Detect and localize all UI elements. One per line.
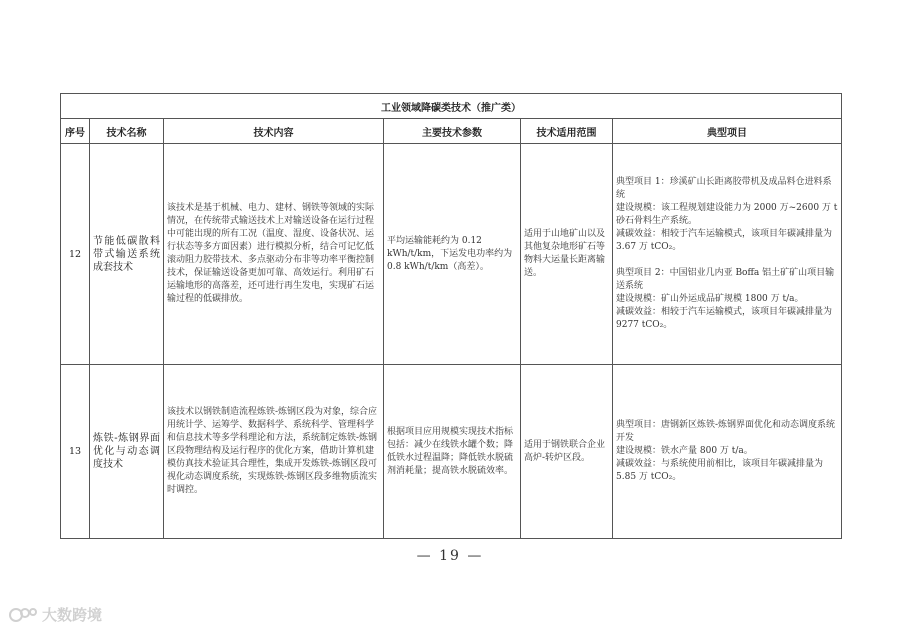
header-name: 技术名称 [90,119,164,144]
header-content: 技术内容 [164,119,384,144]
project-title: 典型项目 2：中国铝业几内亚 Boffa 铝土矿矿山项目输送系统 [616,268,835,291]
header-projects: 典型项目 [613,119,842,144]
row-scope-cell [521,144,613,365]
project-effect: 减碳效益：相较于汽车运输模式，该项目年碳减排量为 9277 tCO₂。 [616,307,833,330]
row-scope-cell [521,365,613,539]
row-number: 12 [61,144,90,365]
table-row [61,365,842,539]
watermark [8,604,102,625]
project-effect: 减碳效益：与系统使用前相比，该项目年碳减排量为 5.85 万 tCO₂。 [616,459,824,482]
logo-icon [8,605,38,625]
row-content: 该技术以钢铁制造流程炼铁-炼钢区段为对象，综合应用统计学、运筹学、数据科学、系统科学、管理科学和信息技术等多学科理论和方法，系统制定炼铁-炼钢区段物理结构及运行程序的优化方案，借助计算机建模仿真技术验证其合理性，集成开发炼铁-炼钢区段可视化动态调度系统，实现炼铁-炼钢区段多维物质流实时调控。 [167,407,378,495]
row-params-cell [384,365,521,539]
header-row [61,119,842,144]
project-2 [613,267,841,332]
page-number: — 19 — [416,548,484,564]
row-params-cell [384,144,521,365]
project-scale: 建设规模：该工程规划建设能力为 2000 万~2600 万 t 砂石骨料生产系统。 [616,203,838,226]
project-1 [613,176,841,254]
row-content: 该技术是基于机械、电力、建材、钢铁等领域的实际情况，在传统带式输送技术上对输送设备在运行过程中可能出现的所有工况（温度、湿度、设备状况、运行状态等多方面因素）进行模拟分析，结合可记忆低滚动阻力胶带技术、多点驱动分布非等功率平衡控制技术，保证输送设备更加可靠、高效运行。利用矿石运输地形的高落差，还可进行再生发电，实现矿石运输过程的低碳排放。 [167,203,375,304]
table-row [61,144,842,365]
row-content-cell [164,365,384,539]
project-scale: 建设规模：铁水产量 800 万 t/a。 [616,446,753,456]
row-tech-name: 炼铁-炼钢界面优化与动态调度技术 [90,365,164,539]
row-content-cell [164,144,384,365]
project-1 [613,419,841,484]
technology-table [60,93,842,539]
project-scale: 建设规模：矿山外运成品矿规模 1800 万 t/a。 [616,294,804,304]
project-effect: 减碳效益：相较于汽车运输模式，该项目年碳减排量为 3.67 万 tCO₂。 [616,229,833,252]
header-number: 序号 [61,119,90,144]
row-scope: 适用于山地矿山以及其他复杂地形矿石等物料大运量长距离输送。 [524,229,606,278]
row-projects-cell [613,365,842,539]
row-params: 平均运输能耗约为 0.12 kWh/t/km，下运发电功率约为 0.8 kWh/t/km（高差）。 [387,235,513,272]
project-title: 典型项目 1：珍溪矿山长距离胶带机及成品料仓进料系统 [616,177,832,200]
watermark-text: 大数跨境 [42,606,103,624]
row-tech-name: 节能低碳散料带式输送系统成套技术 [90,144,164,365]
table-title: 工业领域降碳类技术（推广类） [61,94,842,119]
row-number: 13 [61,365,90,539]
header-scope: 技术适用范围 [521,119,613,144]
header-params: 主要技术参数 [384,119,521,144]
row-params: 根据项目应用规模实现技术指标包括：减少在线铁水罐个数；降低铁水过程温降；降低铁水脱硫剂消耗量；提高铁水脱硫效率。 [387,426,514,476]
row-scope: 适用于钢铁联合企业高炉-转炉区段。 [524,439,606,463]
technology-table-container [60,93,841,539]
project-title: 典型项目：唐钢新区炼铁-炼钢界面优化和动态调度系统开发 [616,420,836,443]
row-projects-cell [613,144,842,365]
